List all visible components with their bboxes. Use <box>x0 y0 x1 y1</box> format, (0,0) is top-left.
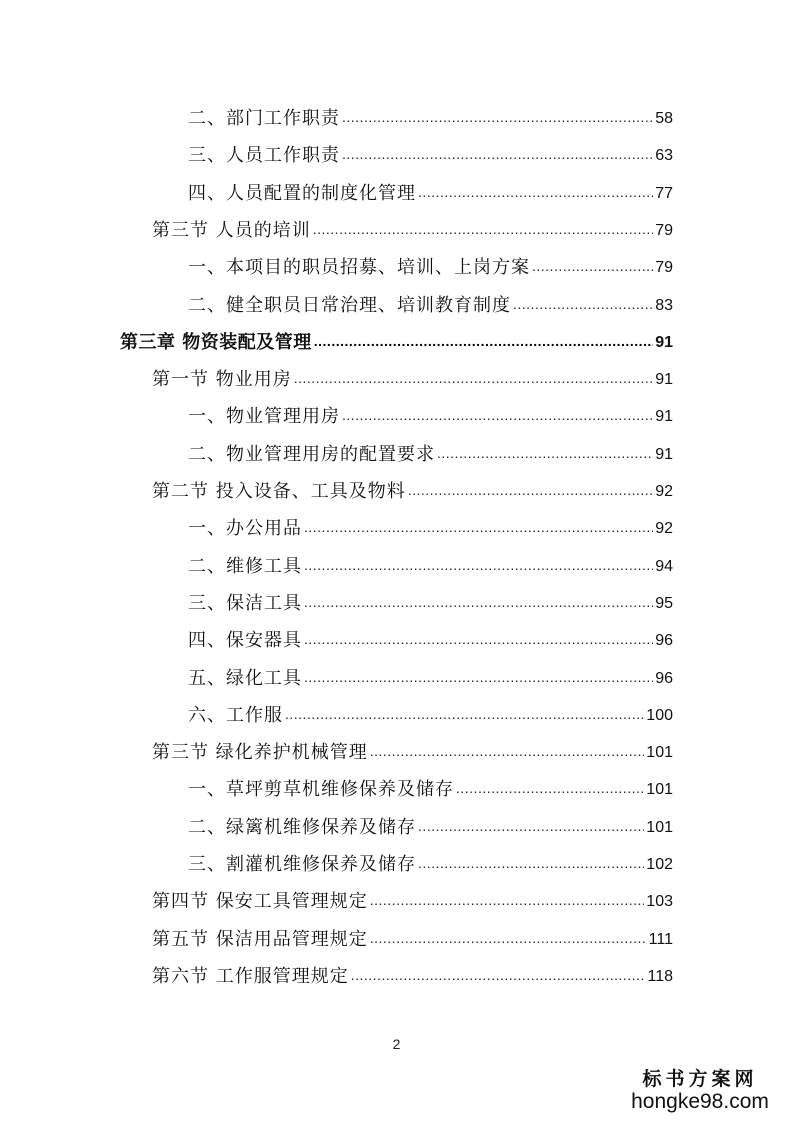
toc-entry-page-number: 95 <box>655 594 673 612</box>
toc-subsection-entry[interactable] <box>188 697 673 727</box>
toc-dot-leader <box>342 108 653 130</box>
toc-section-entry[interactable] <box>152 734 673 764</box>
toc-entry-label: 三、割灌机维修保养及储存 <box>188 854 416 875</box>
toc-entry-label: 第六节 工作服管理规定 <box>152 965 349 987</box>
toc-subsection-entry[interactable] <box>188 771 673 801</box>
toc-section-entry[interactable] <box>152 883 673 913</box>
toc-subsection-entry[interactable] <box>188 548 673 578</box>
toc-dot-leader <box>304 668 653 690</box>
toc-subsection-entry[interactable] <box>188 398 673 428</box>
toc-dot-leader <box>437 444 653 466</box>
toc-entry-label: 第一节 物业用房 <box>152 369 292 391</box>
toc-entry-label: 二、部门工作职责 <box>188 108 340 129</box>
watermark-url: hongke98.com <box>631 1090 769 1113</box>
toc-dot-leader <box>342 406 653 428</box>
toc-entry-label: 三、人员工作职责 <box>188 145 340 167</box>
toc-entry-label: 二、绿篱机维修保养及储存 <box>188 816 416 838</box>
toc-entry-label: 四、保安器具 <box>188 630 302 652</box>
toc-subsection-entry[interactable] <box>188 585 673 615</box>
toc-entry-page-number: 92 <box>655 520 673 538</box>
toc-entry-page-number: 77 <box>655 184 673 202</box>
toc-entry-page-number: 58 <box>655 110 673 127</box>
toc-subsection-entry[interactable] <box>188 809 673 839</box>
toc-dot-leader <box>513 295 653 317</box>
toc-entry-label: 二、健全职员日常治理、培训教育制度 <box>188 294 511 316</box>
toc-subsection-entry[interactable] <box>188 287 673 317</box>
toc-entry-page-number: 101 <box>646 744 673 762</box>
toc-entry-label: 第五节 保洁用品管理规定 <box>152 928 368 950</box>
toc-entry-page-number: 111 <box>648 930 673 948</box>
toc-entry-label: 第三节 人员的培训 <box>152 219 311 241</box>
toc-dot-leader <box>304 630 653 652</box>
toc-entry-page-number: 118 <box>647 967 673 985</box>
toc-subsection-entry[interactable] <box>188 436 673 466</box>
toc-dot-leader <box>418 817 644 839</box>
toc-entry-page-number: 100 <box>646 706 673 724</box>
toc-entry-page-number: 102 <box>646 856 673 873</box>
toc-dot-leader <box>304 556 653 578</box>
toc-entry-page-number: 91 <box>655 445 673 463</box>
toc-entry-label: 六、工作服 <box>188 704 283 726</box>
toc-entry-page-number: 103 <box>646 893 673 911</box>
toc-section-entry[interactable] <box>152 473 673 503</box>
toc-dot-leader <box>408 481 653 503</box>
toc-dot-leader <box>418 183 653 205</box>
site-watermark <box>625 1068 775 1114</box>
toc-entry-page-number: 79 <box>655 259 673 277</box>
toc-section-entry[interactable] <box>152 361 673 391</box>
toc-entry-label: 第二节 投入设备、工具及物料 <box>152 481 406 502</box>
toc-entry-label: 一、草坪剪草机维修保养及储存 <box>188 779 454 801</box>
toc-entry-label: 二、物业管理用房的配置要求 <box>188 443 435 465</box>
toc-dot-leader <box>342 145 653 167</box>
toc-dot-leader <box>285 705 644 727</box>
toc-dot-leader <box>313 220 653 242</box>
toc-section-entry[interactable] <box>152 921 673 951</box>
toc-entry-label: 一、办公用品 <box>188 518 302 540</box>
toc-section-entry[interactable] <box>152 958 673 988</box>
toc-dot-leader <box>304 518 653 540</box>
toc-entry-page-number: 92 <box>655 483 673 500</box>
toc-subsection-entry[interactable] <box>188 100 673 130</box>
toc-subsection-entry[interactable] <box>188 175 673 205</box>
toc-dot-leader <box>456 779 644 801</box>
toc-subsection-entry[interactable] <box>188 249 673 279</box>
toc-subsection-entry[interactable] <box>188 846 673 876</box>
toc-section-entry[interactable] <box>152 212 673 242</box>
toc-dot-leader <box>370 891 645 913</box>
toc-entry-page-number: 96 <box>655 632 673 650</box>
toc-entry-page-number: 79 <box>655 221 673 239</box>
toc-entry-label: 五、绿化工具 <box>188 667 302 689</box>
toc-chapter-entry[interactable] <box>120 324 673 354</box>
toc-entry-label: 二、维修工具 <box>188 555 302 577</box>
toc-entry-page-number: 94 <box>655 557 673 575</box>
watermark-name: 标书方案网 <box>642 1068 758 1090</box>
toc-dot-leader <box>370 929 647 951</box>
toc-dot-leader <box>294 369 653 391</box>
toc-dot-leader <box>532 257 653 279</box>
toc-entry-label: 第四节 保安工具管理规定 <box>152 891 368 913</box>
toc-subsection-entry[interactable] <box>188 510 673 540</box>
toc-subsection-entry[interactable] <box>188 622 673 652</box>
toc-dot-leader <box>314 332 653 354</box>
toc-entry-label: 第三章 物资装配及管理 <box>120 331 312 353</box>
toc-dot-leader <box>418 854 644 876</box>
toc-entry-page-number: 91 <box>655 333 673 351</box>
toc-entry-label: 一、物业管理用房 <box>188 406 340 428</box>
toc-entry-page-number: 63 <box>655 147 673 165</box>
toc-subsection-entry[interactable] <box>188 660 673 690</box>
page-number: 2 <box>392 1036 401 1052</box>
toc-entry-page-number: 83 <box>655 296 673 314</box>
toc-subsection-entry[interactable] <box>188 137 673 167</box>
toc-entry-label: 第三节 绿化养护机械管理 <box>152 742 368 764</box>
toc-entry-page-number: 91 <box>655 408 673 426</box>
toc-entry-page-number: 96 <box>655 669 673 687</box>
toc-entry-label: 三、保洁工具 <box>188 592 302 614</box>
toc-entry-page-number: 101 <box>646 818 673 836</box>
toc-entry-page-number: 91 <box>655 371 673 389</box>
toc-entry-page-number: 101 <box>646 781 673 799</box>
toc-dot-leader <box>304 593 653 615</box>
toc-dot-leader <box>370 742 645 764</box>
toc-entry-label: 四、人员配置的制度化管理 <box>188 182 416 204</box>
toc-entry-label: 一、本项目的职员招募、培训、上岗方案 <box>188 257 530 279</box>
toc-dot-leader <box>351 966 646 988</box>
